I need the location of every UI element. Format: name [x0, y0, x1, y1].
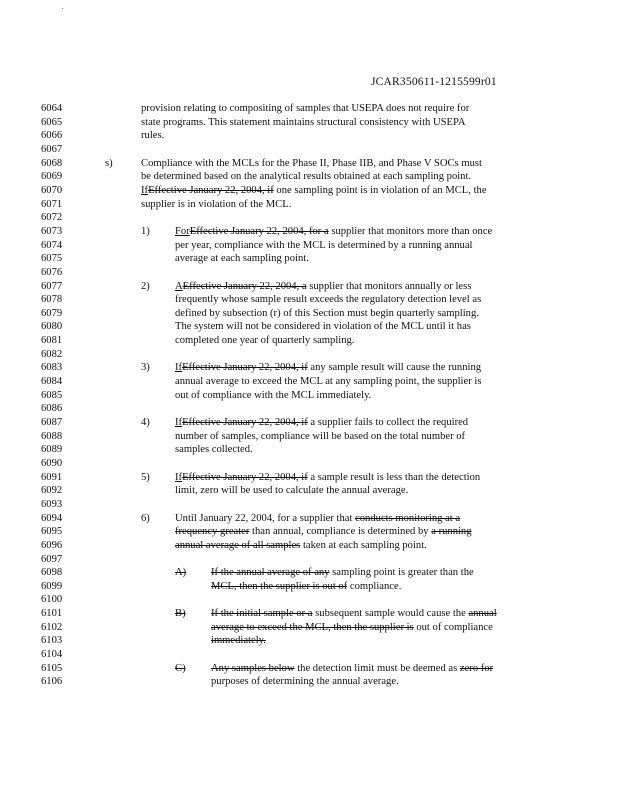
deleted-text: zero for	[459, 662, 494, 674]
line-text	[211, 662, 493, 675]
document-line	[0, 430, 619, 443]
document-line	[0, 389, 619, 402]
line-text	[211, 607, 497, 620]
line-number: 6065	[41, 116, 63, 128]
deleted-text: annual average of all samples	[175, 539, 301, 551]
document-line	[0, 457, 619, 470]
line-number: 6093	[41, 498, 63, 510]
deleted-text: Effective January 22, 2004, if	[182, 471, 308, 483]
line-text	[175, 239, 472, 252]
line-number: 6084	[41, 376, 63, 387]
document-line	[0, 471, 619, 484]
text-segment: compliance.	[347, 580, 402, 592]
line-text	[175, 416, 468, 429]
document-line	[0, 416, 619, 429]
line-text	[141, 157, 482, 170]
document-line	[0, 348, 619, 361]
text-segment: number of samples, compliance will be based on the total number of	[175, 430, 466, 442]
deleted-text: conducts monitoring at a	[355, 512, 461, 524]
inserted-text: If	[175, 416, 183, 428]
line-text	[175, 512, 460, 525]
document-line	[0, 512, 619, 525]
text-segment: subsequent sample would cause the	[312, 608, 469, 619]
text-segment: rules.	[141, 130, 165, 142]
line-number: 6076	[41, 266, 63, 278]
line-number: 6082	[41, 348, 63, 360]
text-segment: samples collected.	[175, 444, 253, 456]
document-line	[0, 252, 619, 265]
text-segment: frequently whose sample result exceeds the regulatory detection level as	[175, 294, 482, 306]
deleted-text: frequency greater	[175, 526, 250, 538]
line-text	[175, 307, 479, 320]
text-segment: Until January 22, 2004, for a supplier that	[175, 512, 356, 524]
subsection-marker: s)	[105, 157, 113, 169]
deleted-text: a running	[431, 526, 472, 538]
subsection-marker: 3)	[141, 362, 150, 374]
document-line	[0, 566, 619, 579]
document-line	[0, 607, 619, 620]
text-segment: completed one year of quarterly sampling.	[175, 335, 355, 347]
subsection-marker: B)	[175, 608, 186, 619]
document-line	[0, 307, 619, 320]
line-number: 6096	[41, 539, 63, 551]
deleted-text: Effective January 22, 2004, if	[182, 416, 308, 428]
line-text	[141, 170, 471, 183]
deleted-text: Any samples below	[211, 662, 295, 674]
line-text	[175, 280, 471, 293]
scan-speck	[62, 8, 63, 9]
document-line	[0, 266, 619, 279]
inserted-text: A	[175, 280, 183, 292]
text-segment: supplier that monitors annually or less	[306, 280, 472, 292]
document-line	[0, 129, 619, 142]
deleted-text: If the annual average of any	[211, 567, 330, 579]
line-text	[211, 675, 399, 688]
line-number: 6091	[41, 471, 63, 483]
line-text	[211, 621, 493, 634]
document-line	[0, 293, 619, 306]
text-segment: than annual, compliance is determined by	[249, 526, 432, 538]
line-text	[175, 430, 465, 443]
text-segment: The system will not be considered in violation of the MCL until it has	[175, 321, 471, 333]
line-number: 6103	[41, 635, 63, 647]
document-line	[0, 143, 619, 156]
line-text	[141, 129, 164, 142]
line-number: 6069	[41, 171, 63, 183]
deleted-text: annual	[468, 608, 497, 619]
line-number: 6086	[41, 403, 63, 415]
text-segment: taken at each sampling point.	[300, 539, 427, 551]
document-line	[0, 334, 619, 347]
subsection-marker: A)	[175, 567, 187, 579]
line-number: 6089	[41, 444, 63, 456]
text-segment: annual average to exceed the MCL at any sampling point, the supplier is	[175, 376, 482, 387]
document-line	[0, 648, 619, 661]
line-number: 6099	[41, 580, 63, 592]
document-line	[0, 443, 619, 456]
line-number: 6095	[41, 526, 63, 538]
line-text	[175, 484, 408, 497]
document-line	[0, 198, 619, 211]
subsection-marker: C)	[175, 662, 186, 674]
line-number: 6098	[41, 567, 63, 579]
document-line	[0, 484, 619, 497]
subsection-marker: 4)	[141, 416, 150, 428]
line-number: 6064	[41, 103, 63, 114]
text-segment: a sample result is less than the detection	[307, 471, 481, 483]
deleted-text: Effective January 22, 2004, if	[148, 184, 274, 196]
line-text	[141, 184, 487, 197]
document-line	[0, 662, 619, 675]
line-text	[175, 361, 481, 374]
line-number: 6105	[41, 662, 63, 674]
text-segment: supplier that monitors more than once	[328, 225, 493, 237]
text-segment: purposes of determining the annual average.	[211, 676, 399, 688]
line-number: 6072	[41, 212, 63, 224]
line-text	[175, 252, 309, 265]
document-line	[0, 157, 619, 170]
line-text	[141, 116, 466, 129]
document-line	[0, 102, 619, 115]
document-line	[0, 211, 619, 224]
document-line	[0, 170, 619, 183]
line-text	[211, 566, 474, 579]
line-number: 6071	[41, 198, 63, 210]
line-text	[175, 443, 253, 456]
line-text	[175, 539, 427, 552]
document-line	[0, 498, 619, 511]
line-number: 6097	[41, 553, 63, 565]
text-segment: a supplier fails to collect the required	[307, 416, 469, 428]
text-segment: average at each sampling point.	[175, 253, 309, 265]
line-number: 6085	[41, 389, 63, 401]
text-segment: supplier is in violation of the MCL.	[141, 198, 292, 210]
text-segment: provision relating to compositing of samples that USEPA does not require for	[141, 103, 470, 114]
inserted-text: If	[141, 184, 149, 196]
text-segment: out of compliance	[413, 621, 493, 633]
line-text	[211, 580, 401, 593]
line-number: 6088	[41, 430, 63, 442]
text-segment: per year, compliance with the MCL is determined by a running annual	[175, 239, 473, 251]
document-code-header: JCAR350611-1215599r01	[371, 76, 497, 88]
text-segment: state programs. This statement maintains structural consistency with USEPA	[141, 116, 466, 128]
line-number: 6077	[41, 280, 63, 292]
line-number: 6078	[41, 294, 63, 306]
document-line	[0, 402, 619, 415]
line-text	[211, 634, 266, 647]
deleted-text: MCL, then the supplier is out of	[211, 580, 348, 592]
document-line	[0, 184, 619, 197]
text-segment: Compliance with the MCLs for the Phase II, Phase IIB, and Phase V SOCs must	[141, 157, 482, 169]
line-number: 6083	[41, 362, 63, 374]
deleted-text: If the initial sample or a	[211, 608, 313, 619]
line-text	[175, 375, 481, 388]
line-number: 6079	[41, 307, 63, 319]
line-text	[175, 334, 354, 347]
line-number: 6080	[41, 321, 63, 333]
line-number: 6075	[41, 253, 63, 265]
text-segment: the detection limit must be deemed as	[294, 662, 460, 674]
subsection-marker: 1)	[141, 225, 150, 237]
line-text	[175, 293, 481, 306]
document-line	[0, 675, 619, 688]
text-segment: limit, zero will be used to calculate the annual average.	[175, 485, 409, 497]
text-segment: any sample result will cause the running	[307, 362, 482, 374]
text-segment: defined by subsection (r) of this Section must begin quarterly sampling.	[175, 307, 479, 319]
subsection-marker: 2)	[141, 280, 150, 292]
text-segment: be determined based on the analytical results obtained at each sampling point.	[141, 171, 472, 183]
inserted-text: If	[175, 362, 183, 374]
line-number: 6101	[41, 608, 63, 619]
document-line	[0, 225, 619, 238]
line-number: 6073	[41, 225, 63, 237]
line-text	[175, 525, 472, 538]
line-text	[141, 102, 469, 115]
document-line	[0, 580, 619, 593]
line-number: 6102	[41, 621, 63, 633]
document-line	[0, 593, 619, 606]
deleted-text: Effective January 22, 2004, for a	[189, 225, 329, 237]
line-number: 6074	[41, 239, 63, 251]
document-line	[0, 280, 619, 293]
document-line	[0, 525, 619, 538]
inserted-text: If	[175, 471, 183, 483]
deleted-text: Effective January 22, 2004, if	[182, 362, 308, 374]
document-line	[0, 361, 619, 374]
subsection-marker: 6)	[141, 512, 150, 524]
text-segment: one sampling point is in violation of an MCL, the	[273, 184, 487, 196]
line-text	[141, 198, 291, 211]
line-number: 6066	[41, 130, 63, 142]
document-line	[0, 116, 619, 129]
deleted-text: Effective January 22, 2004, a	[182, 280, 307, 292]
document-line	[0, 239, 619, 252]
line-number: 6106	[41, 676, 63, 688]
line-number: 6104	[41, 649, 63, 660]
deleted-text: immediately.	[211, 635, 266, 647]
document-line	[0, 539, 619, 552]
line-text	[175, 471, 480, 484]
line-number: 6081	[41, 335, 63, 347]
line-number: 6070	[41, 184, 63, 196]
document-line	[0, 375, 619, 388]
inserted-text: For	[175, 225, 190, 237]
line-number: 6090	[41, 457, 63, 469]
line-text	[175, 225, 492, 238]
subsection-marker: 5)	[141, 471, 150, 483]
deleted-text: average to exceed the MCL, then the supplier is	[211, 621, 414, 633]
text-segment: sampling point is greater than the	[329, 567, 474, 579]
line-number: 6087	[41, 416, 63, 428]
document-line	[0, 320, 619, 333]
document-line	[0, 553, 619, 566]
line-number: 6067	[41, 143, 63, 155]
line-number: 6094	[41, 512, 63, 524]
document-line	[0, 634, 619, 647]
line-number: 6068	[41, 157, 63, 169]
line-text	[175, 389, 371, 402]
document-line	[0, 621, 619, 634]
line-number: 6092	[41, 485, 63, 497]
text-segment: out of compliance with the MCL immediately.	[175, 389, 372, 401]
line-text	[175, 320, 471, 333]
line-number: 6100	[41, 594, 63, 606]
